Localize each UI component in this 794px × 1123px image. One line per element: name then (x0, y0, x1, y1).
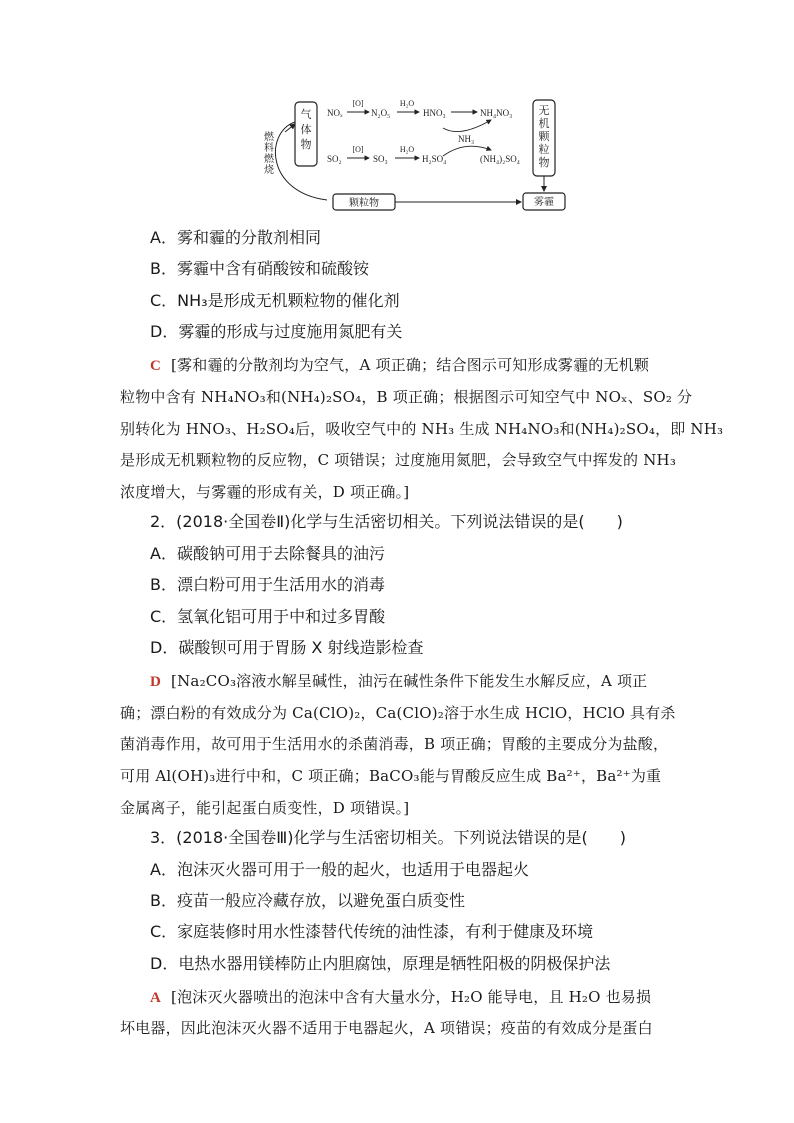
q1-explanation-line-4: 是形成无机颗粒物的反应物，C 项错误；过度施用氮肥，会导致空气中挥发的 NH₃ (120, 451, 677, 469)
row1-h2o: H₂O (399, 99, 415, 108)
row1-n2o5: N₂O₅ (371, 108, 391, 118)
q1-explanation-line-5: 浓度增大，与雾霾的形成有关，D 项正确。] (120, 483, 410, 501)
q2-option-c: C．氢氧化铝可用于中和过多胃酸 (150, 607, 386, 626)
q1-option-b: B．雾霾中含有硝酸铵和硫酸铵 (150, 259, 369, 278)
row2-h2o: H₂O (399, 145, 415, 154)
gas-box-text: 气体物 (300, 109, 312, 151)
fuel-curve-up (285, 124, 295, 132)
q1-explanation-line-2: 粒物中含有 NH₄NO₃和(NH₄)₂SO₄，B 项正确；根据图示可知空气中 NOₓ、SO₂ 分 (120, 388, 693, 406)
row1-o: [O] (352, 99, 364, 108)
q2-explanation-line-2: 确；漂白粉的有效成分为 Ca(ClO)₂，Ca(ClO)₂溶于水生成 HClO，HClO 具有杀 (120, 704, 676, 722)
haze-formation-diagram (255, 92, 575, 217)
q1-answer-key: C (150, 358, 162, 374)
q3-option-b: B．疫苗一般应冷藏存放，以避免蛋白质变性 (150, 891, 465, 910)
q1-option-c: C．NH₃是形成无机颗粒物的催化剂 (150, 291, 400, 310)
q3-option-d: D．电热水器用镁棒防止内胆腐蚀，原理是牺牲阳极的阴极保护法 (150, 954, 611, 973)
q3-option-c: C．家庭装修时用水性漆替代传统的油性漆，有利于健康及环境 (150, 922, 594, 941)
nh3-label: NH₃ (458, 134, 475, 144)
q2-explanation-line-5: 金属离子，能引起蛋白质变性，D 项错误。] (120, 799, 410, 817)
q1-explanation-text-1: [雾和霾的分散剂均为空气，A 项正确；结合图示可知形成雾霾的无机颗 (171, 356, 650, 374)
fuel-label: 燃料燃烧 (264, 132, 274, 176)
row2-so2: SO₂ (327, 154, 342, 164)
q2-answer-key: D (150, 674, 162, 690)
nh3-arrow-up (443, 120, 491, 132)
row1-nox: NOₓ (327, 108, 343, 118)
q2-option-d: D．碳酸钡可用于胃肠 X 射线造影检查 (150, 638, 424, 657)
q3-stem: 3．(2018·全国卷Ⅲ)化学与生活密切相关。下列说法错误的是( ) (150, 828, 626, 847)
particle-box-text: 颗粒物 (349, 198, 379, 209)
q2-stem: 2．(2018·全国卷Ⅱ)化学与生活密切相关。下列说法错误的是( ) (150, 512, 623, 531)
row2-o: [O] (352, 145, 364, 154)
q2-explanation-line-3: 菌消毒作用，故可用于生活用水的杀菌消毒，B 项正确；胃酸的主要成分为盐酸， (120, 735, 669, 753)
q3-explanation-line-1 (150, 986, 676, 1007)
q3-explanation-text-1: [泡沫灭火器喷出的泡沫中含有大量水分，H₂O 能导电，且 H₂O 也易损 (171, 988, 652, 1006)
q2-option-b: B．漂白粉可用于生活用水的消毒 (150, 575, 385, 594)
q1-option-a: A．雾和霾的分散剂相同 (150, 228, 321, 247)
q2-explanation-line-1 (150, 670, 676, 691)
q2-explanation-line-4: 可用 Al(OH)₃进行中和，C 项正确；BaCO₃能与胃酸反应生成 Ba²⁺，Ba²⁺为重 (120, 767, 662, 785)
q3-explanation-line-2: 坏电器，因此泡沫灭火器不适用于电器起火，A 项错误；疫苗的有效成分是蛋白 (120, 1019, 653, 1037)
q2-explanation-text-1: [Na₂CO₃溶液水解呈碱性，油污在碱性条件下能发生水解反应，A 项正 (171, 672, 648, 690)
q1-explanation-line-3: 别转化为 HNO₃、H₂SO₄后，吸收空气中的 NH₃ 生成 NH₄NO₃和(NH₄)₂SO₄，即 NH₃ (120, 420, 724, 438)
q3-answer-key: A (150, 990, 162, 1006)
row2-so3: SO₃ (373, 154, 388, 164)
row1-hno3: HNO₃ (423, 108, 446, 118)
diagram-svg (255, 92, 575, 217)
haze-box-text: 雾霾 (534, 197, 554, 208)
row2-nh42so4: (NH₄)₂SO₄ (480, 154, 520, 164)
q2-option-a: A．碳酸钠可用于去除餐具的油污 (150, 544, 385, 563)
row1-nh4no3: NH₄NO₃ (480, 108, 513, 118)
row2-h2so4: H₂SO₄ (422, 154, 447, 164)
q1-explanation-line-1 (150, 354, 676, 375)
q3-option-a: A．泡沫灭火器可用于一般的起火，也适用于电器起火 (150, 860, 529, 879)
inorganic-box-text: 无机颗粒物 (538, 105, 550, 169)
q1-option-d: D．雾霾的形成与过度施用氮肥有关 (150, 322, 403, 341)
